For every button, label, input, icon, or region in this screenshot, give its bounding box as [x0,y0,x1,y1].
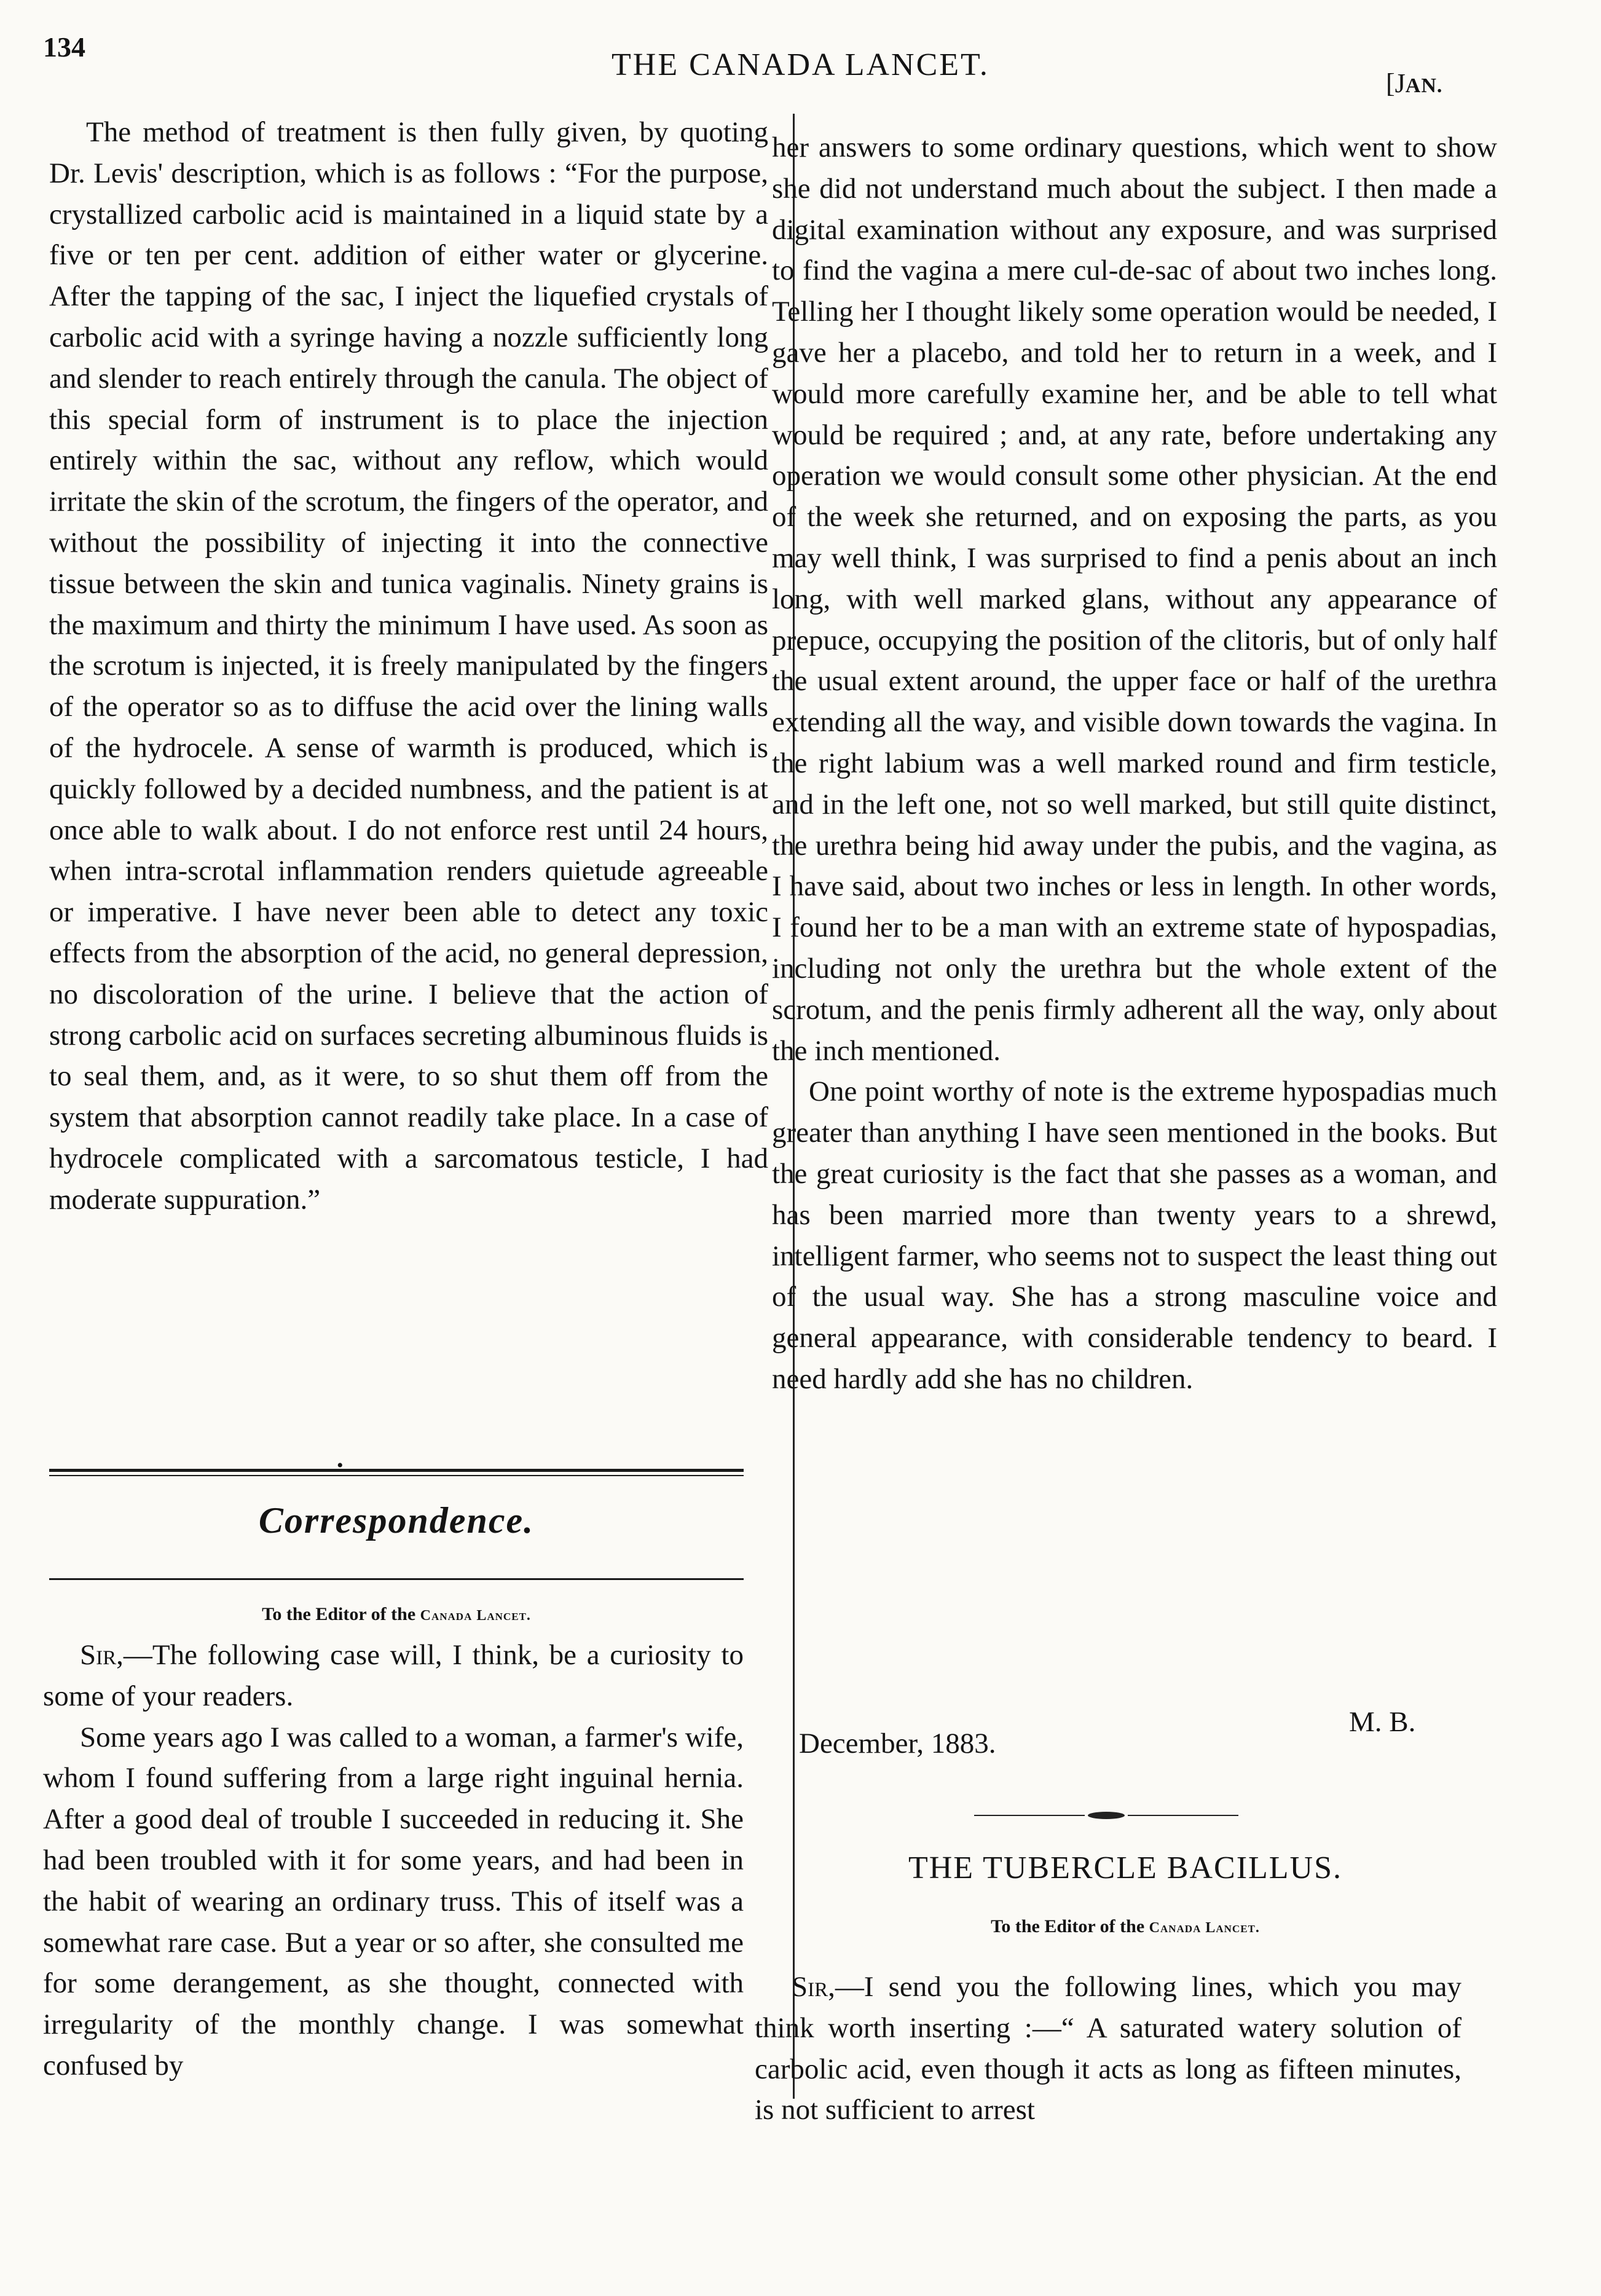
to-editor-prefix: To the Editor of the [991,1916,1149,1936]
to-editor-journal: Canada Lancet. [420,1608,531,1624]
tubercle-letter [755,1967,1461,2131]
to-editor-line [49,1604,744,1625]
left-column-article [49,112,768,1221]
letter-text: —I send you the following lines, which you may think worth inserting :—“ A saturated watery solution of carbolic acid, even though it acts as long as fifteen minutes, is not sufficient to arrest [755,1971,1461,2126]
section-rule-top [49,1469,744,1472]
right-column-letter [772,127,1497,1400]
article-paragraph: The method of treatment is then fully given, by quoting Dr. Levis' description, which is as follows : “For the purpose, crystallized carbolic acid is maintained in a liquid state by a five or ten per cent. addition of either water or glycerine. After the tapping of the sac, I inject the liquefied crystals of carbolic acid with a syringe having a nozzle sufficiently long and slender to reach entirely through the canula. The object of this special form of instrument is to place the injection entirely within the sac, without any reflow, which would irritate the skin of the scrotum, the fingers of the operator, and without the possibility of injecting it into the connective tissue between the skin and tunica vaginalis. Ninety grains is the maximum and thirty the minimum I have used. As soon as the scrotum is injected, it is freely manipulated by the fingers of the operator so as to diffuse the acid over the lining walls of the hydrocele. A sense of warmth is produced, which is quickly followed by a decided numbness, and the patient is at once able to walk about. I do not enforce rest until 24 hours, when intra-scrotal inflammation renders quietude agreeable or imperative. I have never been able to detect any toxic effects from the absorption of the acid, no general depression, no discoloration of the urine. I believe that the action of strong carbolic acid on surfaces secreting albuminous fluids is to seal them, and, as it were, to so shut them off from the system that absorption cannot readily take place. In a case of hydrocele complicated with a sarcomatous testicle, I had moderate suppuration.” [49,116,768,1216]
issue-month-rest: AN. [1405,74,1443,97]
to-editor-prefix: To the Editor of the [262,1604,420,1624]
section-heading: Correspondence. [258,1500,535,1541]
to-editor-journal: Canada Lancet. [1149,1920,1260,1936]
letter-paragraph: Some years ago I was called to a woman, a farmer's wife, whom I found suffering from a large right inguinal hernia. After a good deal of trouble I succeeded in reducing it. She had been troubled with it for some years, and had been in the habit of wearing an ordinary truss. This of itself was a somewhat rare case. But a year or so after, she consulted me for some derangement, as she thought, connected with irregularity of the monthly change. I was somewhat confused by [43,1721,744,2082]
issue-month-initial: [J [1386,68,1406,98]
article-title: THE TUBERCLE BACILLUS. [908,1850,1343,1885]
journal-title: THE CANADA LANCET. [612,47,989,82]
salutation: Sir, [80,1639,124,1671]
correspondence-letter [43,1635,744,2086]
section-rule-top-thin [49,1475,744,1476]
letter-paragraph: One point worthy of note is the extreme hypospadias much greater than anything I have seen mentioned in the books. But the great curiosity is the fact that she passes as a woman, and has been married more than twenty years to a shrewd, intelligent farmer, who seems not to suspect the least thing out of the usual way. She has a strong masculine voice and general appearance, with considerable tendency to beard. I need hardly add she has no children. [772,1075,1497,1395]
to-editor-line [772,1916,1479,1937]
letter-paragraph: her answers to some ordinary questions, which went to show she did not understand much about the subject. I then made a digital examination without any exposure, and was surprised to find the vagina a mere cul-de-sac of about two inches long. Telling her I thought likely some operation would be needed, I gave her a placebo, and told her to return in a week, and I would more carefully examine her, and be able to tell what would be required ; and, at any rate, before undertaking any operation we would consult some other physician. At the end of the week she returned, and on exposing the parts, as you may well think, I was surprised to find a penis about an inch long, with well marked glans, without any appearance of prepuce, occupying the position of the clitoris, but of only half the usual extent around, the upper face or half of the urethra extending all the way, and visible down towards the vagina. In the right labium was a well marked round and firm testicle, and in the left one, not so well marked, but still quite distinct, the urethra being hid away under the pubis, and the vagina, as I have said, about two inches or less in length. In other words, I found her to be a man with an extreme state of hypospadias, including not only the urethra but the whole extent of the scrotum, and the penis firmly adherent all the way, only about the inch mentioned. [772,132,1497,1067]
section-rule-bottom [49,1578,744,1580]
salutation: Sir, [792,1971,835,2003]
issue-month [1386,68,1442,99]
flourish-divider [974,1809,1238,1822]
letter-paragraph [43,1635,744,1717]
ornament-dot: • [337,1455,344,1476]
letter-intro: —The following case will, I think, be a curiosity to some of your readers. [43,1639,744,1712]
letter-signature: M. B. [1349,1706,1416,1738]
letter-paragraph [755,1967,1461,2131]
letter-date: December, 1883. [799,1728,996,1759]
page-number: 134 [43,31,85,63]
